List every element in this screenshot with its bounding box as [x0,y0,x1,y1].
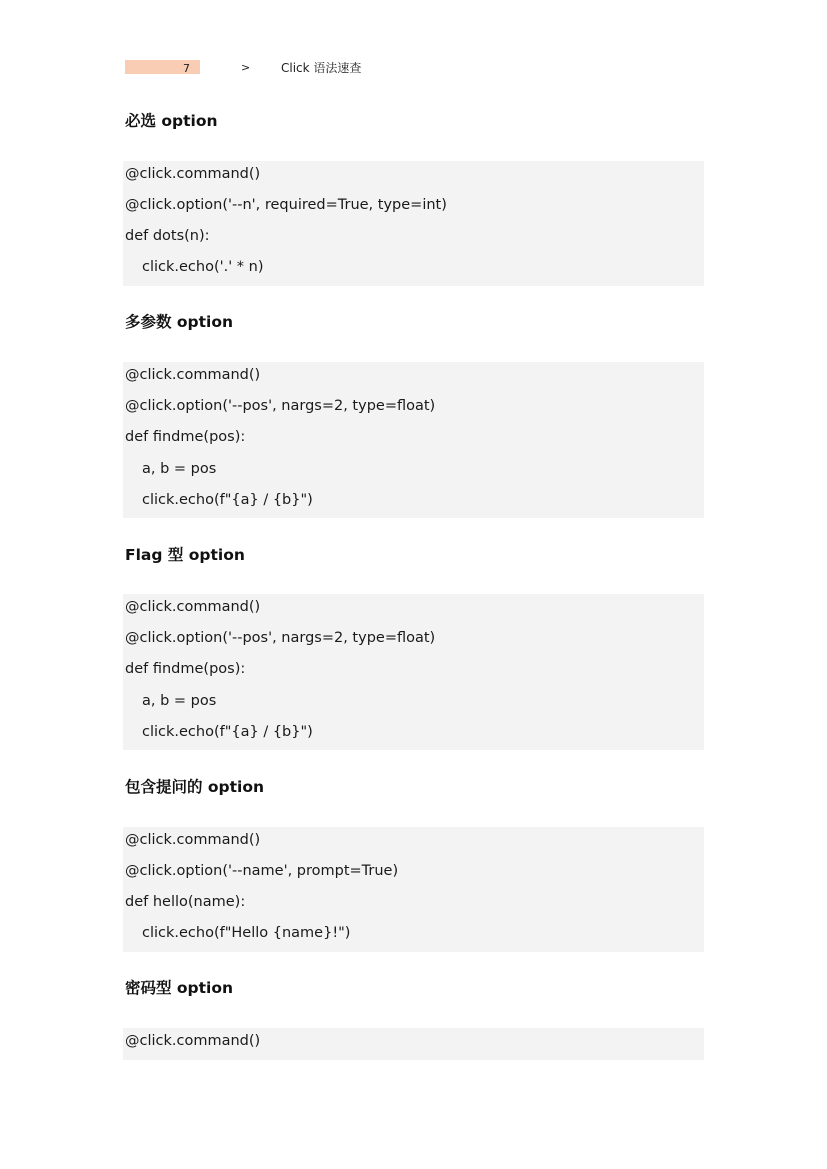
page-number: 7 [183,62,190,75]
code-block [123,161,704,286]
section-title: 包含提问的 option [125,778,265,796]
code-line: def hello(name): [125,894,246,910]
code-line: @click.command() [125,367,261,383]
code-line: click.echo(f"Hello {name}!") [142,925,351,941]
code-line: @click.command() [125,832,261,848]
code-block [123,827,704,952]
page-header [125,60,525,75]
code-line: @click.command() [125,599,261,615]
code-block [123,594,704,750]
code-line: @click.option('--n', required=True, type=int) [125,197,447,213]
code-line: def findme(pos): [125,661,246,677]
document-title: Click 语法速查 [281,61,362,75]
code-line: def dots(n): [125,228,210,244]
code-line: a, b = pos [142,461,217,477]
code-line: @click.command() [125,1033,261,1049]
page-number-badge [125,60,200,74]
code-block [123,362,704,518]
section-title: 多参数 option [125,313,234,331]
code-line: click.echo('.' * n) [142,259,264,275]
code-line: @click.option('--pos', nargs=2, type=float) [125,630,436,646]
code-line: @click.option('--name', prompt=True) [125,863,399,879]
section-title: Flag 型 option [125,546,245,564]
breadcrumb-separator: > [241,61,251,74]
section-title: 密码型 option [125,979,234,997]
code-block [123,1028,704,1060]
code-line: def findme(pos): [125,429,246,445]
section-title: 必选 option [125,112,218,130]
code-line: @click.command() [125,166,261,182]
code-line: click.echo(f"{a} / {b}") [142,724,313,740]
code-line: @click.option('--pos', nargs=2, type=float) [125,398,436,414]
code-line: a, b = pos [142,693,217,709]
code-line: click.echo(f"{a} / {b}") [142,492,313,508]
